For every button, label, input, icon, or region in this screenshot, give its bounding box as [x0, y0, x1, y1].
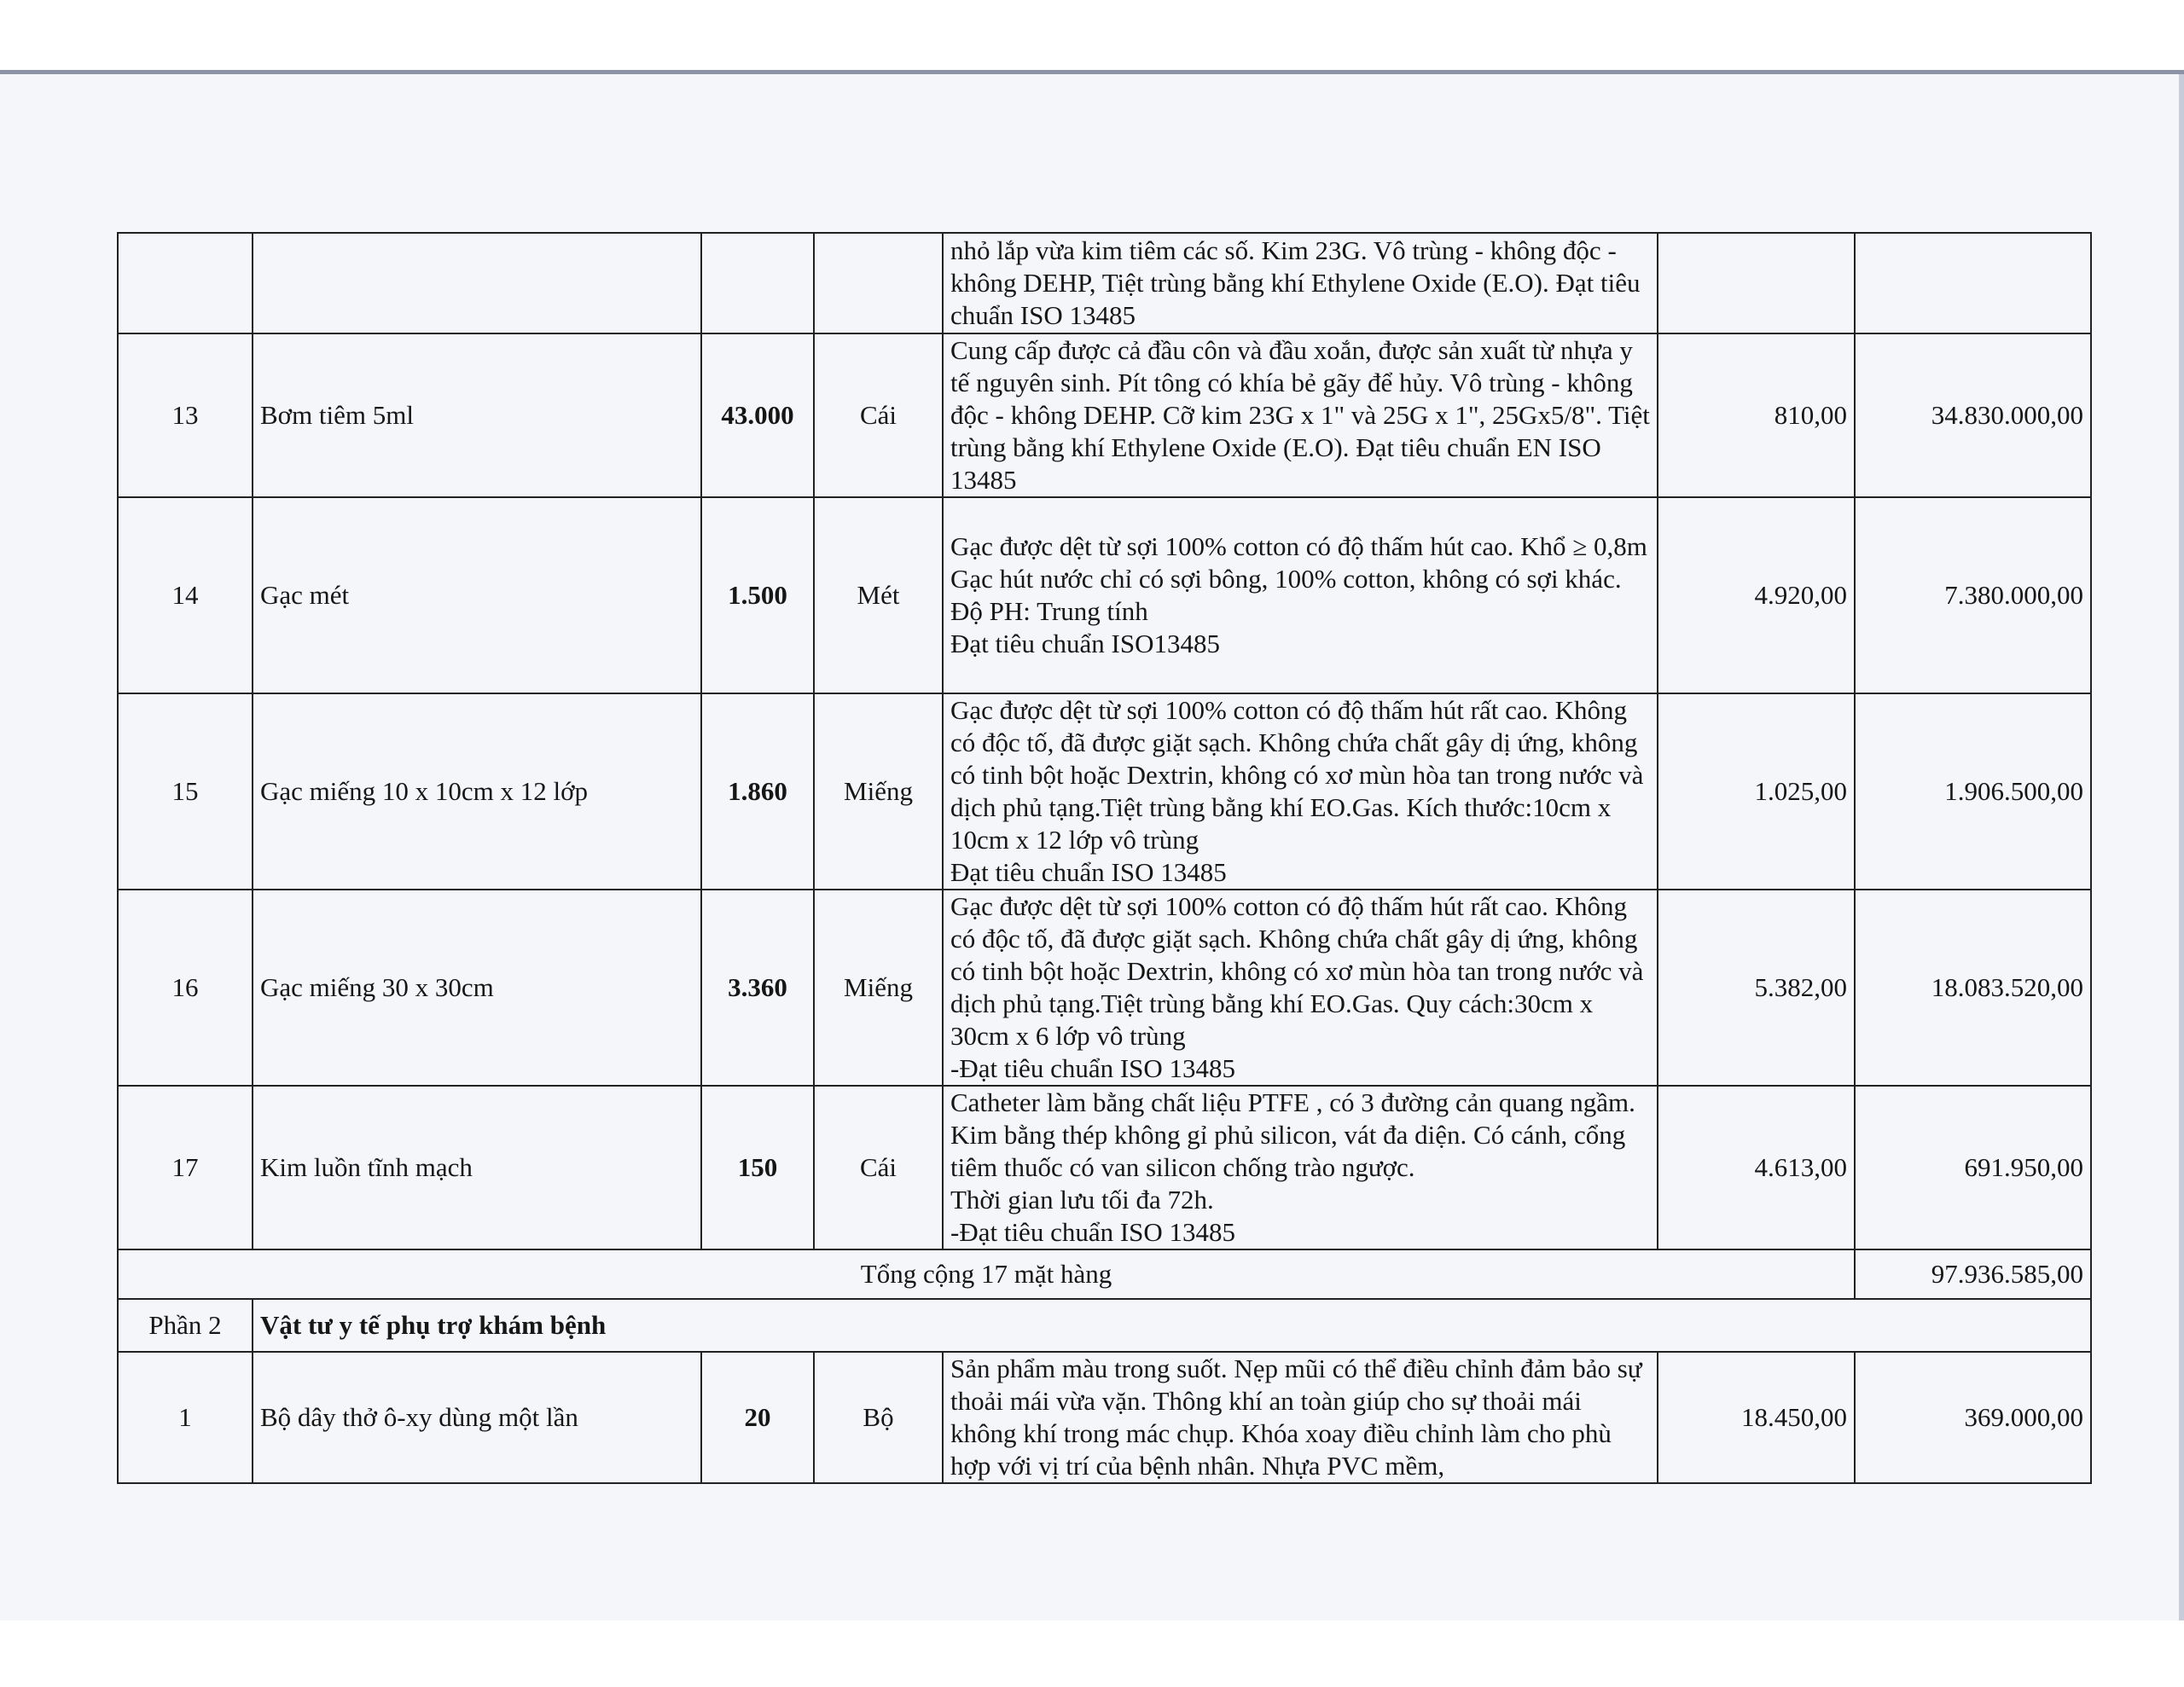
cell-total: 691.950,00: [1855, 1086, 2091, 1249]
cell-name: Kim luồn tĩnh mạch: [253, 1086, 701, 1249]
cell-total: 7.380.000,00: [1855, 497, 2091, 693]
table-row: [118, 1086, 2091, 1249]
cell-qty: [701, 233, 814, 333]
table-row: [118, 693, 2091, 890]
cell-qty: 150: [701, 1086, 814, 1249]
cell-name: Bộ dây thở ô-xy dùng một lần: [253, 1352, 701, 1483]
cell-desc: nhỏ lắp vừa kim tiêm các số. Kim 23G. Vô trùng - không độc - không DEHP, Tiệt trùng bằng khí Ethylene Oxide (E.O). Đạt tiêu chuẩn ISO 13485: [943, 233, 1658, 333]
cell-price: 18.450,00: [1658, 1352, 1855, 1483]
cell-stt: 13: [118, 333, 253, 497]
cell-price: 4.920,00: [1658, 497, 1855, 693]
cell-unit: Cái: [814, 1086, 943, 1249]
cell-stt: 16: [118, 890, 253, 1086]
cell-unit: Mét: [814, 497, 943, 693]
summary-total: 97.936.585,00: [1855, 1249, 2091, 1299]
section-header-row: [118, 1299, 2091, 1352]
summary-label: Tổng cộng 17 mặt hàng: [118, 1249, 1855, 1299]
scan-top-margin: [0, 0, 2184, 74]
scan-bottom-margin: [0, 1620, 2184, 1687]
cell-total: 34.830.000,00: [1855, 333, 2091, 497]
cell-total: 18.083.520,00: [1855, 890, 2091, 1086]
cell-unit: [814, 233, 943, 333]
cell-stt: [118, 233, 253, 333]
cell-stt: 17: [118, 1086, 253, 1249]
cell-name: Bơm tiêm 5ml: [253, 333, 701, 497]
table-row: [118, 497, 2091, 693]
cell-name: Gạc mét: [253, 497, 701, 693]
cell-qty: 43.000: [701, 333, 814, 497]
cell-qty: 20: [701, 1352, 814, 1483]
cell-unit: Miếng: [814, 890, 943, 1086]
cell-desc: Cung cấp được cả đầu côn và đầu xoắn, được sản xuất từ nhựa y tế nguyên sinh. Pít tông có khía bẻ gãy để hủy. Vô trùng - không độc - không DEHP. Cỡ kim 23G x 1" và 25G x 1", 25Gx5/8". Tiệt trùng bằng khí Ethylene Oxide (E.O). Đạt tiêu chuẩn EN ISO 13485: [943, 333, 1658, 497]
cell-total: 1.906.500,00: [1855, 693, 2091, 890]
cell-desc: Catheter làm bằng chất liệu PTFE , có 3 đường cản quang ngầm. Kim bằng thép không gỉ phủ silicon, vát đa diện. Có cánh, cổng tiêm thuốc có van silicon chống trào ngược. Thời gian lưu tối đa 72h. -Đạt tiêu chuẩn ISO 13485: [943, 1086, 1658, 1249]
cell-stt: 14: [118, 497, 253, 693]
cell-qty: 1.860: [701, 693, 814, 890]
cell-price: 1.025,00: [1658, 693, 1855, 890]
section-title: Vật tư y tế phụ trợ khám bệnh: [253, 1299, 2091, 1352]
table-row: [118, 890, 2091, 1086]
cell-stt: 1: [118, 1352, 253, 1483]
cell-total: 369.000,00: [1855, 1352, 2091, 1483]
cell-total: [1855, 233, 2091, 333]
cell-unit: Miếng: [814, 693, 943, 890]
cell-name: [253, 233, 701, 333]
cell-price: 5.382,00: [1658, 890, 1855, 1086]
cell-stt: 15: [118, 693, 253, 890]
cell-desc: Sản phẩm màu trong suốt. Nẹp mũi có thể điều chỉnh đảm bảo sự thoải mái vừa vặn. Thông khí an toàn giúp cho sự thoải mái không khí trong mác chụp. Khóa xoay điều chỉnh làm cho phù hợp với vị trí của bệnh nhân. Nhựa PVC mềm,: [943, 1352, 1658, 1483]
cell-price: 810,00: [1658, 333, 1855, 497]
cell-price: 4.613,00: [1658, 1086, 1855, 1249]
summary-row: [118, 1249, 2091, 1299]
cell-unit: Bộ: [814, 1352, 943, 1483]
supply-items-table: [117, 232, 2092, 1484]
table-row: [118, 333, 2091, 497]
cell-desc: Gạc được dệt từ sợi 100% cotton có độ thấm hút rất cao. Không có độc tố, đã được giặt sạch. Không chứa chất gây dị ứng, không có tinh bột hoặc Dextrin, không có xơ mùn hòa tan trong nước và dịch phủ tạng.Tiệt trùng bằng khí EO.Gas. Quy cách:30cm x 30cm x 6 lớp vô trùng -Đạt tiêu chuẩn ISO 13485: [943, 890, 1658, 1086]
cell-desc: Gạc được dệt từ sợi 100% cotton có độ thấm hút rất cao. Không có độc tố, đã được giặt sạch. Không chứa chất gây dị ứng, không có tinh bột hoặc Dextrin, không có xơ mùn hòa tan trong nước và dịch phủ tạng.Tiệt trùng bằng khí EO.Gas. Kích thước:10cm x 10cm x 12 lớp vô trùng Đạt tiêu chuẩn ISO 13485: [943, 693, 1658, 890]
cell-unit: Cái: [814, 333, 943, 497]
section-label: Phần 2: [118, 1299, 253, 1352]
table-row: [118, 1352, 2091, 1483]
cell-name: Gạc miếng 10 x 10cm x 12 lớp: [253, 693, 701, 890]
cell-desc: Gạc được dệt từ sợi 100% cotton có độ thấm hút cao. Khổ ≥ 0,8m Gạc hút nước chỉ có sợi bông, 100% cotton, không có sợi khác. Độ PH: Trung tính Đạt tiêu chuẩn ISO13485: [943, 497, 1658, 693]
cell-qty: 1.500: [701, 497, 814, 693]
cell-price: [1658, 233, 1855, 333]
cell-name: Gạc miếng 30 x 30cm: [253, 890, 701, 1086]
cell-qty: 3.360: [701, 890, 814, 1086]
table-row-continued: [118, 233, 2091, 333]
